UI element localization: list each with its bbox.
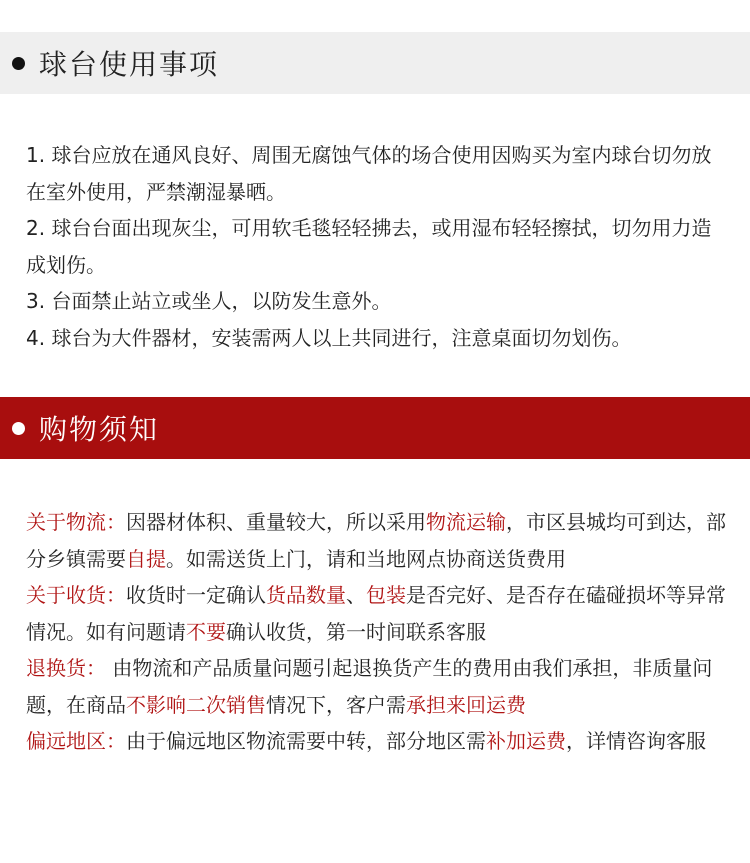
remote-highlight-1: 补加运费 <box>486 729 566 753</box>
usage-item-4: 4. 球台为大件器材，安装需两人以上共同进行，注意桌面切勿划伤。 <box>26 325 632 350</box>
logistics-note <box>26 504 726 577</box>
receipt-text-4: 确认收货，第一时间联系客服 <box>226 619 486 644</box>
exchange-label: 退换货： <box>26 656 106 680</box>
remote-text-1: 由于偏远地区物流需要中转，部分地区需 <box>126 729 486 753</box>
exchange-highlight-2: 承担来回运费 <box>406 692 526 717</box>
exchange-text-1: 由物流和产品质量问题引起退换货产生的费用由我们承担，非质量问题，在商品 <box>26 656 713 717</box>
remote-note <box>26 723 726 760</box>
receipt-text-1: 收货时一定确认 <box>126 583 266 607</box>
receipt-highlight-3: 不要 <box>186 619 226 644</box>
exchange-highlight-1: 不影响二次销售 <box>126 692 266 717</box>
usage-item-1: 1. 球台应放在通风良好、周围无腐蚀气体的场合使用因购买为室内球台切勿放在室外使用，严禁潮湿暴晒。 <box>26 143 712 204</box>
exchange-text-2: 情况下，客户需 <box>266 692 406 717</box>
logistics-highlight-1: 物流运输 <box>426 510 506 534</box>
remote-text-2: ，详情咨询客服 <box>566 729 706 753</box>
shopping-section-title: 购物须知 <box>39 413 160 446</box>
bullet-icon <box>12 422 25 435</box>
bullet-icon <box>12 57 25 70</box>
exchange-note <box>26 650 726 723</box>
shopping-notes <box>26 504 726 760</box>
receipt-note <box>26 577 726 650</box>
usage-section-title: 球台使用事项 <box>39 48 220 81</box>
logistics-label: 关于物流： <box>26 510 126 534</box>
logistics-text-3: 。如需送货上门，请和当地网点协商送货费用 <box>166 546 566 571</box>
receipt-text-2: 、 <box>346 583 366 607</box>
logistics-text-2: ，市区县城均可到达，部分乡镇需要 <box>26 510 726 571</box>
usage-list <box>26 137 726 356</box>
receipt-text-3: 是否完好、是否存在磕碰损坏等异常情况。如有问题请 <box>26 583 726 644</box>
remote-label: 偏远地区： <box>26 729 126 753</box>
receipt-highlight-2: 包装 <box>366 583 406 607</box>
usage-section-header <box>0 32 750 94</box>
logistics-text-1: 因器材体积、重量较大，所以采用 <box>126 510 426 534</box>
usage-item-2: 2. 球台台面出现灰尘，可用软毛毯轻轻拂去，或用湿布轻轻擦拭，切勿用力造成划伤。 <box>26 216 712 277</box>
receipt-label: 关于收货： <box>26 583 126 607</box>
shopping-section-header <box>0 397 750 459</box>
receipt-highlight-1: 货品数量 <box>266 583 346 607</box>
logistics-highlight-2: 自提 <box>126 546 166 571</box>
usage-item-3: 3. 台面禁止站立或坐人，以防发生意外。 <box>26 289 392 313</box>
